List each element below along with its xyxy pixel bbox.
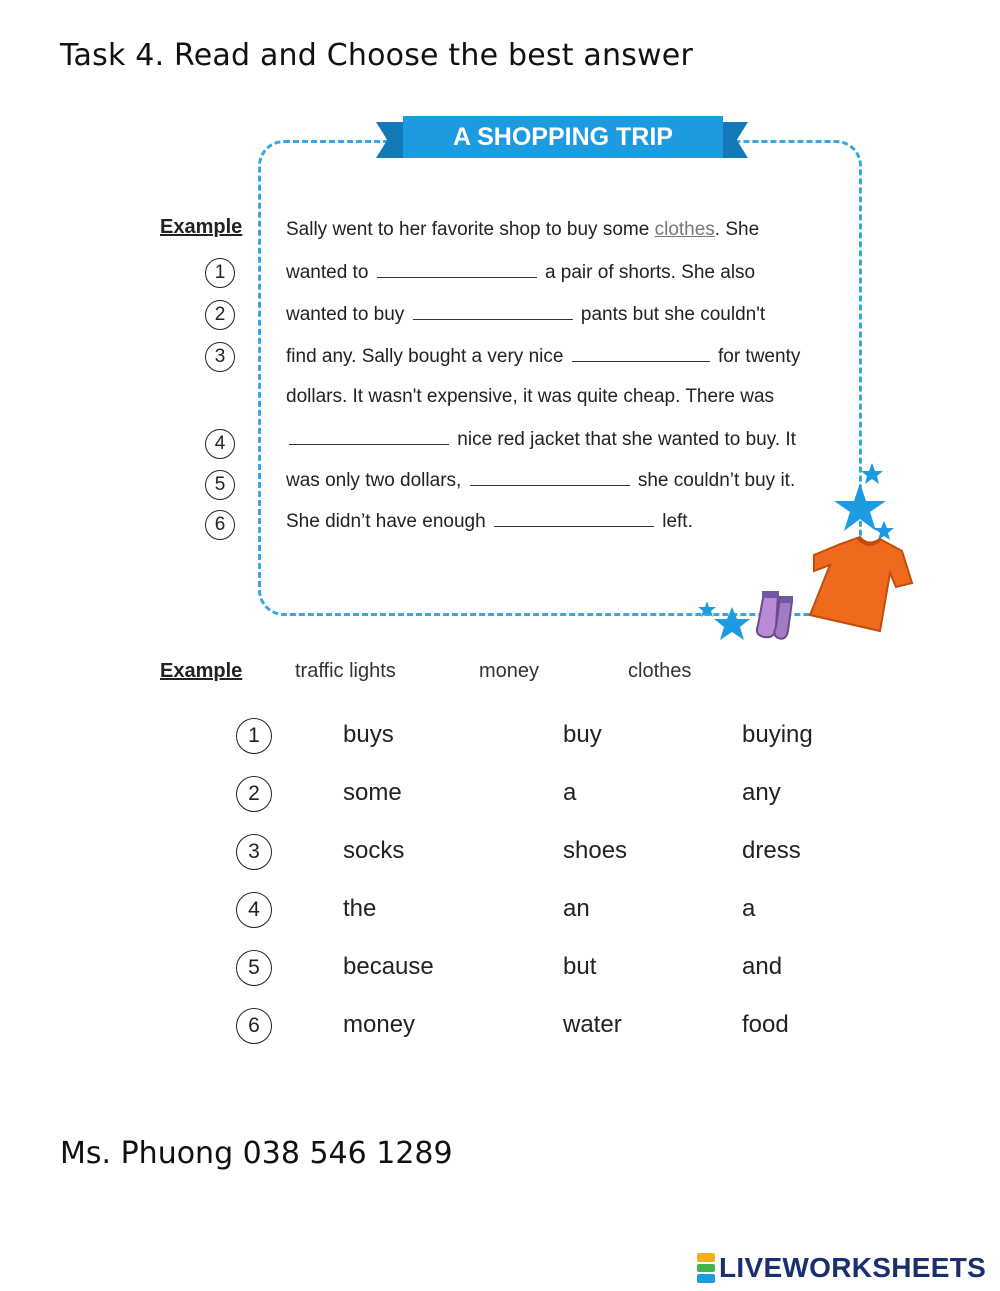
- story-number-6: 6: [205, 510, 235, 540]
- options-row-1: [236, 718, 856, 754]
- answer-blank-1[interactable]: [377, 261, 537, 278]
- option-choice[interactable]: some: [343, 779, 402, 806]
- option-choice[interactable]: an: [563, 895, 590, 922]
- liveworksheets-logo-icon: [697, 1253, 715, 1283]
- answer-blank-5[interactable]: [470, 469, 630, 486]
- answer-blank-3[interactable]: [572, 345, 710, 362]
- star-icon: [834, 483, 886, 531]
- options-number: 6: [236, 1008, 272, 1044]
- story-text: wanted to buy: [286, 304, 410, 325]
- options-row-6: [236, 1008, 856, 1044]
- story-number-3: 3: [205, 342, 235, 372]
- options-number: 5: [236, 950, 272, 986]
- story-text: was only two dollars,: [286, 470, 467, 491]
- options-number: 3: [236, 834, 272, 870]
- story-number-5: 5: [205, 470, 235, 500]
- story-text: a pair of shorts. She also: [539, 262, 756, 283]
- star-icon: [874, 521, 894, 540]
- options-row-3: [236, 834, 856, 870]
- story-text: Sally went to her favorite shop to buy some: [286, 219, 655, 240]
- story-example-label: Example: [160, 216, 243, 238]
- task-title: Task 4. Read and Choose the best answer: [60, 38, 693, 73]
- example-choice: clothes: [628, 660, 692, 682]
- option-choice[interactable]: money: [343, 1011, 416, 1038]
- options-number: 4: [236, 892, 272, 928]
- option-choice[interactable]: water: [563, 1011, 622, 1038]
- example-choice: money: [479, 660, 540, 682]
- options-row-5: [236, 950, 856, 986]
- option-choice[interactable]: dress: [742, 837, 801, 864]
- story-line-3: [286, 345, 800, 368]
- teacher-contact: Ms. Phuong 038 546 1289: [60, 1136, 453, 1171]
- story-text: for twenty: [712, 346, 801, 367]
- options-number: 1: [236, 718, 272, 754]
- story-text: find any. Sally bought a very nice: [286, 346, 569, 367]
- answer-blank-4[interactable]: [289, 428, 449, 445]
- story-number-2: 2: [205, 300, 235, 330]
- answer-blank-6[interactable]: [494, 510, 654, 527]
- option-choice[interactable]: and: [742, 953, 783, 980]
- story-text: nice red jacket that she wanted to buy. It: [452, 429, 796, 450]
- option-choice[interactable]: socks: [343, 837, 405, 864]
- story-text: pants but she couldn't: [575, 304, 766, 325]
- options-number: 2: [236, 776, 272, 812]
- liveworksheets-brand[interactable]: [697, 1252, 986, 1284]
- star-icon: [861, 463, 883, 484]
- option-choice[interactable]: but: [563, 953, 597, 980]
- option-choice[interactable]: buys: [343, 721, 394, 748]
- story-line-4: [286, 428, 796, 451]
- story-line-plain: dollars. It wasn't expensive, it was quite cheap. There was: [286, 386, 775, 407]
- options-row-4: [236, 892, 856, 928]
- option-choice[interactable]: food: [742, 1011, 789, 1038]
- story-text: left.: [656, 511, 693, 532]
- story-line-example: [286, 219, 759, 241]
- story-text: she couldn’t buy it.: [632, 470, 796, 491]
- story-number-4: 4: [205, 429, 235, 459]
- story-text: . She: [714, 219, 760, 240]
- story-number-1: 1: [205, 258, 235, 288]
- tshirt-icon: [810, 537, 912, 631]
- socks-icon: [757, 591, 793, 639]
- options-row-2: [236, 776, 856, 812]
- star-icon: [698, 601, 716, 617]
- example-choice: traffic lights: [295, 660, 396, 682]
- story-title-banner: A SHOPPING TRIP: [403, 116, 723, 158]
- story-line-6: [286, 510, 693, 533]
- option-choice[interactable]: a: [563, 779, 577, 806]
- story-text: She didn’t have enough: [286, 511, 491, 532]
- story-text: wanted to: [286, 262, 374, 283]
- brand-name: LIVEWORKSHEETS: [719, 1252, 987, 1283]
- story-line-1: [286, 261, 755, 284]
- option-choice[interactable]: buying: [742, 721, 813, 748]
- star-icon: [714, 607, 750, 640]
- option-choice[interactable]: any: [742, 779, 781, 806]
- example-answer-word: clothes: [654, 219, 715, 240]
- option-choice[interactable]: because: [343, 953, 434, 980]
- options-example-label: Example: [160, 660, 243, 682]
- option-choice[interactable]: a: [742, 895, 756, 922]
- clothes-decoration: [690, 455, 920, 650]
- option-choice[interactable]: the: [343, 895, 377, 922]
- option-choice[interactable]: shoes: [563, 837, 628, 864]
- answer-blank-2[interactable]: [413, 303, 573, 320]
- story-line-2: [286, 303, 765, 326]
- option-choice[interactable]: buy: [563, 721, 602, 748]
